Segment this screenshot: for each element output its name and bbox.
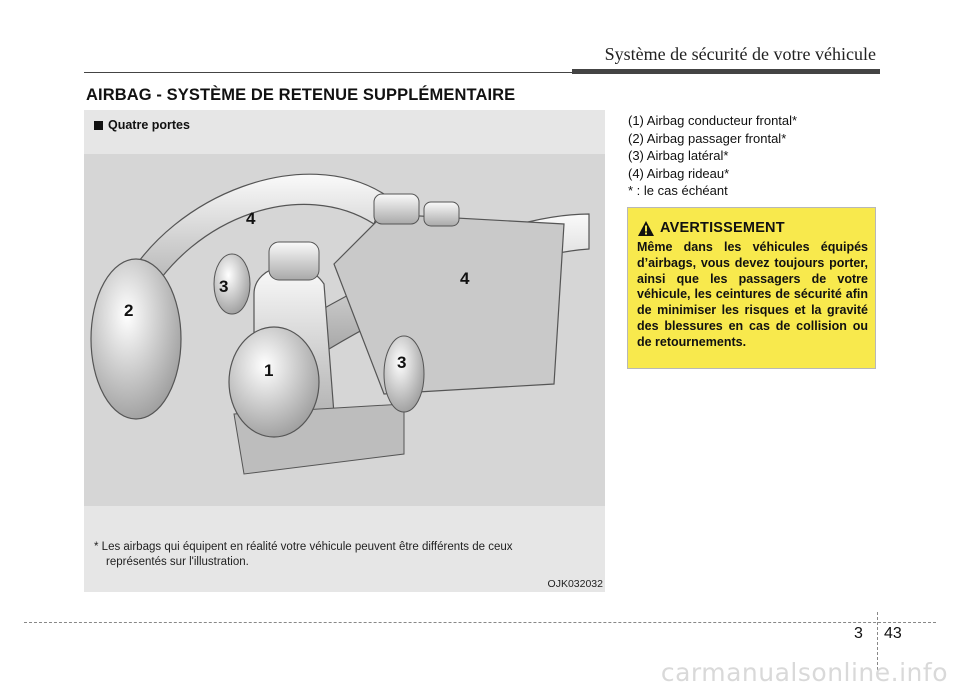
warning-header <box>638 220 785 236</box>
figure-heading <box>94 118 190 132</box>
warning-text: Même dans les véhicules équipés d’airbags, vous devez toujours porter, ainsi que les passagers de votre véhicule, les ceintures de sécurité afin de minimiser les risques et la gravité des blessures en cas de collision ou de retournements. <box>637 240 868 349</box>
callout-4-front: 4 <box>246 209 256 228</box>
rear-headrest <box>374 194 419 224</box>
legend-item: (4) Airbag rideau* <box>628 165 730 181</box>
callout-4-rear: 4 <box>460 269 470 288</box>
chapter-number: 3 <box>854 625 863 642</box>
airbag-figure <box>84 110 605 592</box>
page-footer-rule <box>24 622 936 623</box>
callout-3-rear: 3 <box>397 353 407 372</box>
side-airbag-rear <box>384 336 424 412</box>
figure-code: OJK032032 <box>547 578 603 590</box>
legend-item: (2) Airbag passager frontal* <box>628 130 787 146</box>
figure-heading-label: Quatre portes <box>108 118 190 132</box>
legend-item: (3) Airbag latéral* <box>628 148 729 163</box>
warning-triangle-icon <box>638 221 654 236</box>
callout-2: 2 <box>124 301 134 320</box>
section-title: AIRBAG - SYSTÈME DE RETENUE SUPPLÉMENTAIRE <box>86 86 516 104</box>
figure-note: * Les airbags qui équipent en réalité votre véhicule peuvent être différents de ceux représentés sur l'illustration. <box>94 541 513 568</box>
page-header-title: Système de sécurité de votre véhicule <box>604 44 876 64</box>
figure-footer <box>84 506 605 592</box>
warning-title: AVERTISSEMENT <box>660 220 785 236</box>
callout-1: 1 <box>264 361 274 380</box>
warning-box <box>627 207 876 369</box>
driver-frontal-airbag <box>229 327 319 437</box>
header-rule-accent <box>572 69 880 74</box>
figure-illustration <box>84 154 605 506</box>
legend-item: (1) Airbag conducteur frontal* <box>628 113 798 128</box>
airbag-illustration <box>84 154 605 506</box>
rear-headrest-2 <box>424 202 459 226</box>
front-headrest <box>269 242 319 280</box>
figure-heading-strip <box>84 110 605 154</box>
rear-seat <box>334 214 564 394</box>
page-number: 43 <box>884 625 902 642</box>
watermark: carmanualsonline.info <box>660 658 948 687</box>
passenger-frontal-airbag <box>91 259 181 419</box>
legend-footnote: * : le cas échéant <box>628 183 728 198</box>
airbag-legend <box>628 112 797 200</box>
square-bullet-icon <box>94 121 103 130</box>
callout-3-front: 3 <box>219 277 229 296</box>
